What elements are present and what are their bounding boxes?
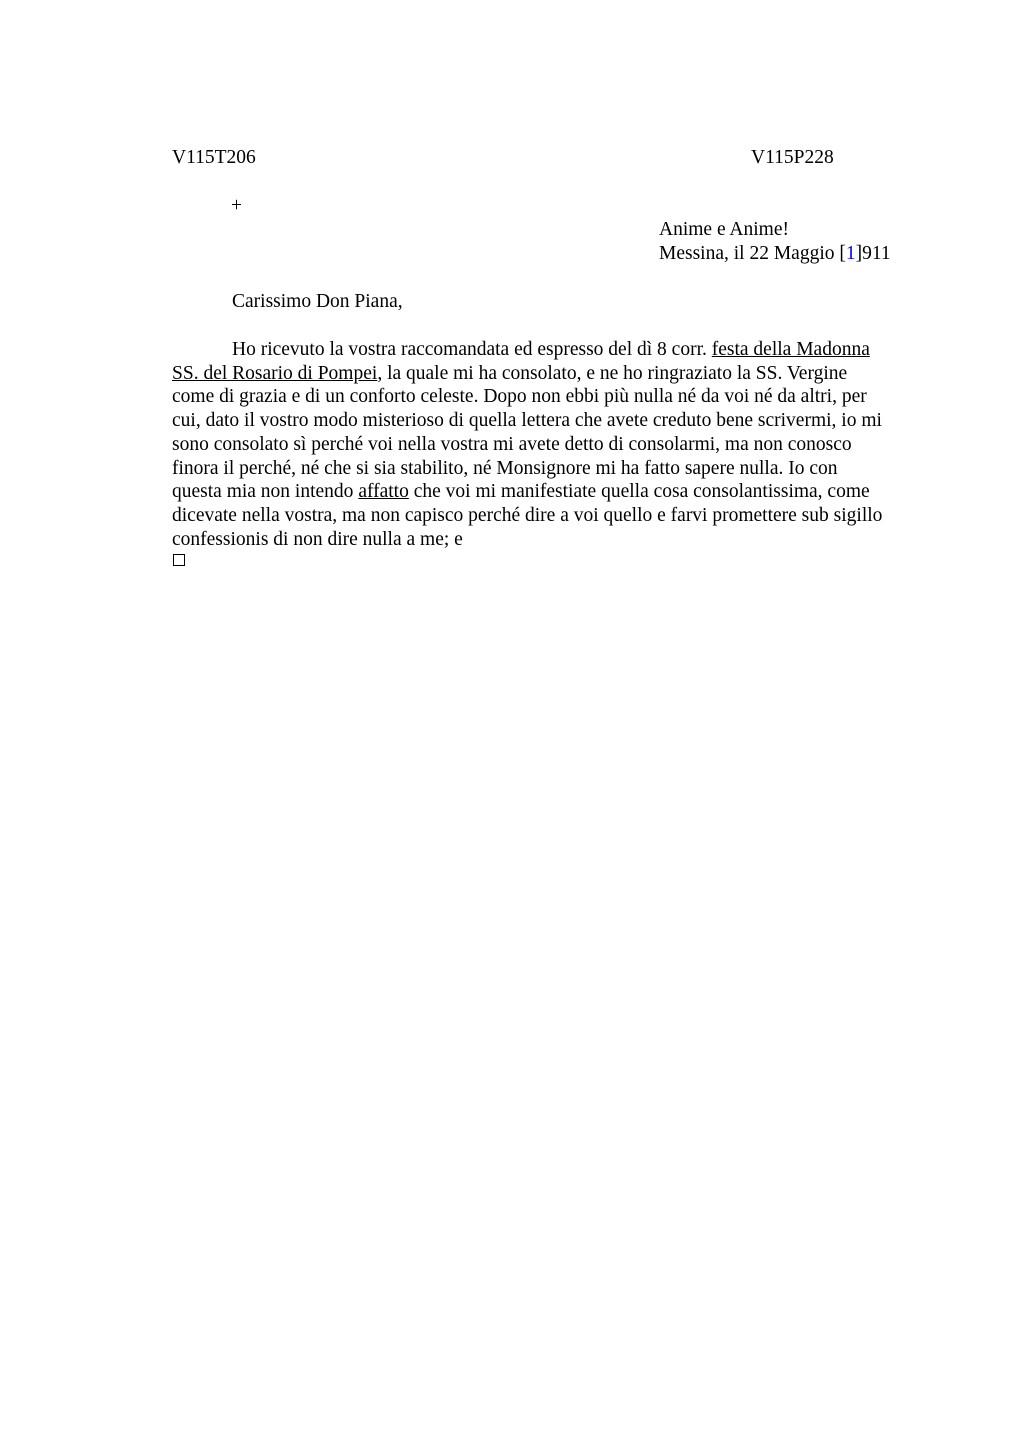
body-line-2: SS. del Rosario di Pompei, la quale mi ha consolato, e ne ho ringraziato la SS. Vergine: [172, 362, 848, 384]
footnote-ref[interactable]: 1: [845, 243, 856, 264]
document-code-left: V115T206: [172, 147, 256, 168]
body-line-8: dicevate nella vostra, ma non capisco perché dire a voi quello e farvi promettere sub sigillo: [172, 504, 883, 526]
letter-body: [172, 338, 932, 551]
body-line-3: come di grazia e di un conforto celeste. Dopo non ebbi più nulla né da voi né da altri, per: [172, 386, 867, 408]
underlined-text: SS. del Rosario di Pompei: [172, 362, 378, 384]
date-suffix: ]911: [855, 243, 891, 264]
place-date-block: [659, 218, 891, 266]
body-line-4: cui, dato il vostro modo misterioso di quella lettera che avete creduto bene scrivermi, io mi: [172, 410, 882, 432]
cross-symbol: +: [231, 195, 242, 216]
body-line-1: Ho ricevuto la vostra raccomandata ed espresso del dì 8 corr. festa della Madonna: [232, 339, 870, 360]
end-marker-box: [173, 554, 185, 566]
salutation: Carissimo Don Piana,: [232, 291, 403, 312]
body-line-6: finora il perché, né che si sia stabilito, né Monsignore mi ha fatto sapere nulla. Io con: [172, 457, 838, 479]
place-date: [659, 242, 891, 266]
document-code-right: V115P228: [751, 147, 834, 168]
underlined-text: affatto: [358, 481, 409, 503]
body-line-7: questa mia non intendo affatto che voi mi manifestiate quella cosa consolantissima, come: [172, 481, 870, 503]
motto: Anime e Anime!: [659, 219, 789, 240]
body-line-9: confessionis di non dire nulla a me; e: [172, 528, 463, 550]
underlined-text: festa della Madonna: [711, 339, 870, 360]
date-prefix: Messina, il 22 Maggio [: [659, 243, 846, 264]
body-line-5: sono consolato sì perché voi nella vostra mi avete detto di consolarmi, ma non conosco: [172, 433, 852, 455]
